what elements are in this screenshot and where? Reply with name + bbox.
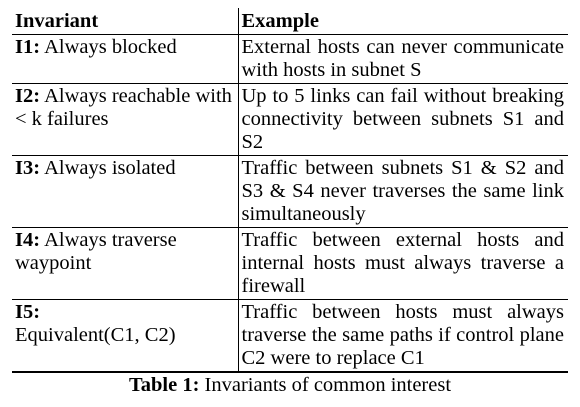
column-header-example: Example xyxy=(238,8,568,35)
invariant-name: Always traverse waypoint xyxy=(15,229,177,274)
table-caption xyxy=(0,373,580,397)
example-cell xyxy=(238,228,568,300)
example-text: Traffic between hosts must always traverse the same paths if control plane C2 were to replace C1 xyxy=(241,301,564,369)
example-cell xyxy=(238,84,568,156)
caption-text: Invariants of common interest xyxy=(204,374,452,396)
invariant-name: Always blocked xyxy=(44,36,177,58)
invariant-name: Always reachable with < k failures xyxy=(15,85,232,130)
invariant-id: I5: xyxy=(15,301,41,323)
caption-label: Table 1: xyxy=(128,374,200,396)
example-text: Up to 5 links can fail without breaking connectivity between subnets S1 and S2 xyxy=(241,85,564,153)
invariant-name: Equivalent(C1, C2) xyxy=(15,324,176,346)
invariant-cell xyxy=(12,156,238,228)
invariant-cell xyxy=(12,35,238,84)
example-cell xyxy=(238,300,568,373)
invariant-id: I2: xyxy=(15,85,41,107)
table-row xyxy=(12,84,568,156)
column-header-invariant: Invariant xyxy=(12,8,238,35)
invariant-name: Always isolated xyxy=(44,157,176,179)
invariant-cell xyxy=(12,84,238,156)
table-header-row xyxy=(12,8,568,35)
example-text: External hosts can never communicate with hosts in subnet S xyxy=(241,36,564,81)
invariant-cell xyxy=(12,300,238,373)
example-text: Traffic between subnets S1 & S2 and S3 & S4 never traverses the same link simultaneously xyxy=(241,157,564,225)
invariant-id: I3: xyxy=(15,157,41,179)
example-text: Traffic between external hosts and internal hosts must always traverse a firewall xyxy=(241,229,564,297)
table-row xyxy=(12,156,568,228)
table-row xyxy=(12,300,568,373)
invariant-id: I4: xyxy=(15,229,41,251)
table-row xyxy=(12,228,568,300)
invariants-table xyxy=(12,8,568,373)
example-cell xyxy=(238,35,568,84)
example-cell xyxy=(238,156,568,228)
table-row xyxy=(12,35,568,84)
invariant-id: I1: xyxy=(15,36,41,58)
invariant-cell xyxy=(12,228,238,300)
